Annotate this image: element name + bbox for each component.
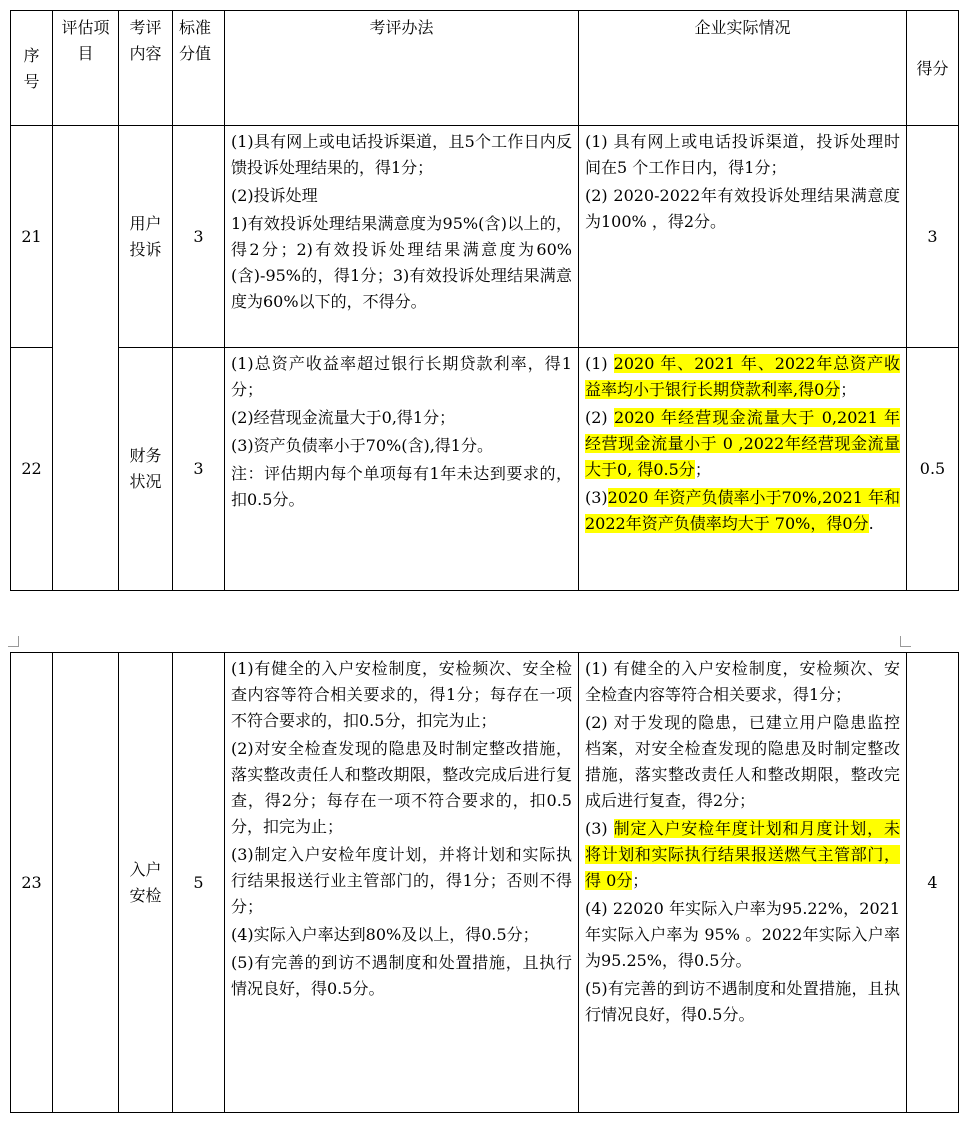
method-line: (1)具有网上或电话投诉渠道，且5个工作日内反馈投诉处理结果的，得1分； — [231, 132, 572, 177]
method-line: 注：评估期内每个单项每有1年未达到要求的，扣0.5分。 — [231, 464, 572, 509]
row-std: 3 — [173, 126, 225, 348]
header-row — [11, 11, 959, 126]
header-item: 评估项目 — [53, 11, 119, 126]
row-seq: 21 — [11, 126, 53, 348]
row-content: 用户投诉 — [119, 126, 173, 348]
row-score: 4 — [907, 653, 959, 1113]
method-line: (1)总资产收益率超过银行长期贷款利率，得1分； — [231, 354, 572, 399]
row-actual — [579, 653, 907, 1113]
row-std: 5 — [173, 653, 225, 1113]
actual-line — [585, 816, 900, 894]
actual-line: (2) 对于发现的隐患，已建立用户隐患监控档案，对安全检查发现的隐患及时制定整改措施，落实整改责任人和整改期限，整改完成后进行复查，得2分； — [585, 713, 900, 810]
row-method — [225, 348, 579, 591]
actual-line — [585, 351, 900, 403]
highlighted-text: 2020 年经营现金流量大于 0,2021 年经营现金流量小于 0 ,2022年经营现金流量大于0, 得0.5分 — [585, 408, 901, 479]
header-method: 考评办法 — [225, 11, 579, 126]
row-content: 财务状况 — [119, 348, 173, 591]
method-line: 1)有效投诉处理结果满意度为95%(含)以上的，得2分；2)有效投诉处理结果满意度为60%(含)-95%的，得1分；3)有效投诉处理结果满意度为60%以下的，不得分。 — [231, 214, 572, 311]
highlighted-text: 2020 年资产负债率小于70%,2021 年和2022年资产负债率均大于 70%，得0分 — [585, 488, 900, 533]
row-method — [225, 653, 579, 1113]
row-content: 入户安检 — [119, 653, 173, 1113]
actual-suffix: ； — [632, 871, 649, 890]
method-line: (3)资产负债率小于70%(含),得1分。 — [231, 436, 493, 455]
header-score: 得分 — [907, 11, 959, 126]
evaluation-table-part-2 — [10, 652, 959, 1113]
actual-prefix: (1) — [585, 354, 614, 373]
actual-line — [585, 405, 900, 483]
method-line: (5)有完善的到访不遇制度和处置措施，且执行情况良好，得0.5分。 — [231, 953, 572, 998]
header-score-std: 标准分值 — [173, 11, 225, 126]
actual-line: (5)有完善的到访不遇制度和处置措施，且执行情况良好，得0.5分。 — [585, 979, 900, 1024]
row-method — [225, 126, 579, 348]
row-item — [53, 126, 119, 591]
header-actual: 企业实际情况 — [579, 11, 907, 126]
row-seq: 22 — [11, 348, 53, 591]
actual-prefix: (3) — [585, 819, 614, 838]
method-line: (1)有健全的入户安检制度，安检频次、安全检查内容等符合相关要求的，得1分；每存在一项不符合要求的，扣0.5分，扣完为止； — [231, 659, 572, 730]
actual-prefix: (3) — [585, 488, 608, 507]
actual-line: (2) 2020-2022年有效投诉处理结果满意度为100% ，得2分。 — [585, 186, 900, 231]
actual-line: (1) 具有网上或电话投诉渠道，投诉处理时间在5 个工作日内，得1分； — [585, 132, 900, 177]
row-item — [53, 653, 119, 1113]
method-line: (4)实际入户率达到80%及以上，得0.5分； — [231, 925, 539, 944]
actual-line: (4) 22020 年实际入户率为95.22%，2021年实际入户率为 95% 。2022年实际入户率为95.25%，得0.5分。 — [585, 899, 900, 970]
row-score: 3 — [907, 126, 959, 348]
actual-line — [585, 485, 900, 537]
table-row — [11, 653, 959, 1113]
row-seq: 23 — [11, 653, 53, 1113]
method-line: (2)对安全检查发现的隐患及时制定整改措施，落实整改责任人和整改期限，整改完成后进行复查，得2分；每存在一项不符合要求的，扣0.5分，扣完为止； — [231, 739, 572, 836]
page-corner-mark — [8, 636, 19, 647]
method-line: (2)投诉处理 — [231, 186, 318, 205]
header-seq: 序号 — [11, 11, 53, 126]
header-content: 考评内容 — [119, 11, 173, 126]
page-corner-mark — [900, 636, 911, 647]
row-actual — [579, 348, 907, 591]
row-std: 3 — [173, 348, 225, 591]
actual-suffix: ； — [694, 460, 711, 479]
row-actual — [579, 126, 907, 348]
row-score: 0.5 — [907, 348, 959, 591]
actual-line: (1) 有健全的入户安检制度，安检频次、安全检查内容等符合相关要求，得1分； — [585, 659, 900, 704]
actual-suffix: ； — [840, 380, 857, 399]
method-line: (3)制定入户安检年度计划，并将计划和实际执行结果报送行业主管部门的，得1分；否则不得分； — [231, 845, 572, 916]
method-line: (2)经营现金流量大于0,得1分； — [231, 408, 456, 427]
highlighted-text: 制定入户安检年度计划和月度计划，未将计划和实际执行结果报送燃气主管部门，得 0分 — [585, 819, 900, 890]
table-row — [11, 348, 959, 591]
actual-prefix: (2) — [585, 408, 614, 427]
highlighted-text: 2020 年、2021 年、2022年总资产收益率均小于银行长期贷款利率,得0分 — [585, 354, 900, 399]
actual-suffix: . — [868, 514, 874, 533]
table-row — [11, 126, 959, 348]
evaluation-table-part-1 — [10, 10, 959, 591]
